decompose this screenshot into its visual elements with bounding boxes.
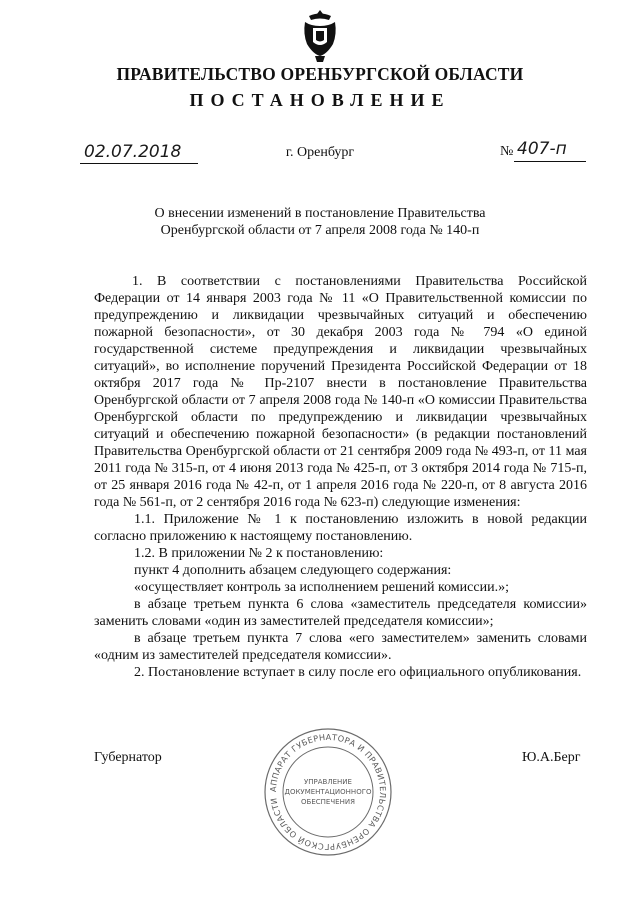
document-type: ПОСТАНОВЛЕНИЕ [189, 90, 451, 110]
seal-line-1: УПРАВЛЕНИЕ [304, 778, 352, 786]
stamp-seal [262, 726, 394, 858]
date-underline [80, 163, 198, 164]
number-underline [514, 161, 586, 162]
seal-line-3: ОБЕСПЕЧЕНИЯ [301, 798, 355, 806]
subject-line-2: Оренбургской области от 7 апреля 2008 года № 140-п [160, 223, 480, 238]
signatory-name: Ю.А.Берг [522, 750, 581, 765]
paragraph-1-1: 1.1. Приложение № 1 к постановлению изложить в новой редакции согласно приложению к настоящему постановлению. [94, 512, 587, 544]
paragraph-1-2-d: в абзаце третьем пункта 7 слова «его заместителем» заменить словами «одним из заместителей председателя комиссии». [94, 631, 587, 663]
number-sign: № [500, 144, 514, 159]
subject-line-1: О внесении изменений в постановление Правительства [154, 206, 486, 221]
paragraph-1-2-b: «осуществляет контроль за исполнением решений комиссии.»; [134, 580, 509, 595]
city: г. Оренбург [285, 145, 355, 160]
paragraph-1-2-c: в абзаце третьем пункта 6 слова «заместитель председателя комиссии» заменить словами «один из заместителей председателя комиссии»; [94, 597, 587, 629]
paragraph-1-2: 1.2. В приложении № 2 к постановлению: [134, 546, 384, 561]
document-date: 02.07.2018 [84, 142, 182, 162]
paragraph-1-2-a: пункт 4 дополнить абзацем следующего содержания: [134, 563, 452, 578]
seal-line-2: ДОКУМЕНТАЦИОННОГО [284, 788, 372, 796]
signatory-title: Губернатор [94, 750, 162, 765]
document-subject [0, 205, 640, 239]
document-body [94, 273, 587, 681]
government-title: ПРАВИТЕЛЬСТВО ОРЕНБУРГСКОЙ ОБЛАСТИ [116, 64, 524, 84]
paragraph-2: 2. Постановление вступает в силу после его официального опубликования. [134, 665, 582, 680]
document-number: 407-п [517, 139, 567, 159]
seal-ring-text: АППАРАТ ГУБЕРНАТОРА И ПРАВИТЕЛЬСТВА ОРЕНБУРГСКОЙ ОБЛАСТИ [267, 731, 389, 853]
coat-of-arms-icon [301, 8, 339, 64]
paragraph-1: 1. В соответствии с постановлениями Правительства Российской Федерации от 14 января 2003 года № 11 «О Правительственной комиссии по предупреждению и ликвидации чрезвычайных ситуаций и обеспечению пожарной безопасности», от 30 декабря 2003 года № 794 «О единой государственной системе предупреждения и ликвидации чрезвычайных ситуаций», во исполнение поручений Президента Российской Федерации от 18 октября 2017 года № Пр-2107 внести в постановление Правительства Оренбургской области от 7 апреля 2008 года № 140-п «О комиссии Правительства Оренбургской области по предупреждению и ликвидации чрезвычайных ситуаций и обеспечению пожарной безопасности» (в редакции постановлений Правительства Оренбургской области от 21 сентября 2009 года № 493-п, от 11 мая 2011 года № 315-п, от 4 июня 2013 года № 425-п, от 3 октября 2014 года № 715-п, от 25 января 2016 года № 42-п, от 1 апреля 2016 года № 220-п, от 8 августа 2016 года № 561-п, от 2 сентября 2016 года № 623-п) следующие изменения: [94, 274, 587, 510]
